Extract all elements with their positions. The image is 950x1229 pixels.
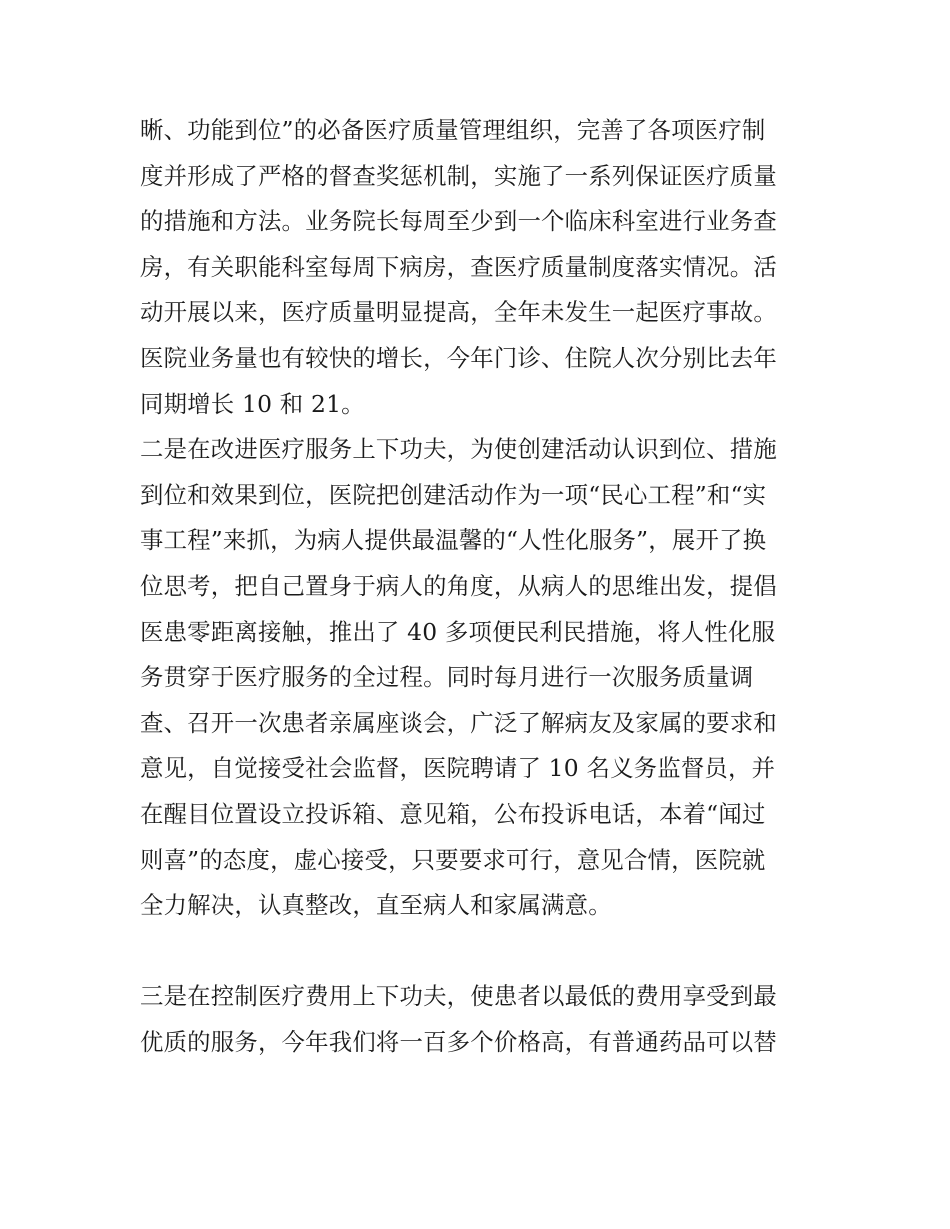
text-line: 优质的服务，今年我们将一百多个价格高，有普通药品可以替 (140, 1027, 777, 1056)
text-line: 医院业务量也有较快的增长，今年门诊、住院人次分别比去年 (140, 343, 777, 372)
text-line: 二是在改进医疗服务上下功夫，为使创建活动认识到位、措施 (140, 435, 777, 464)
text-line: 动开展以来，医疗质量明显提高，全年未发生一起医疗事故。 (140, 298, 777, 327)
text-line: 查、召开一次患者亲属座谈会，广泛了解病友及家属的要求和 (140, 708, 777, 737)
text-line: 度并形成了严格的督查奖惩机制，实施了一系列保证医疗质量 (140, 161, 777, 190)
text-line: 意见，自觉接受社会监督，医院聘请了 10 名义务监督员，并 (140, 754, 776, 783)
text-line: 则喜”的态度，虚心接受，只要要求可行，意见合情，医院就 (140, 845, 766, 874)
paragraph-3 (140, 974, 820, 1065)
text-line: 在醒目位置设立投诉箱、意见箱，公布投诉电话，本着“闻过 (140, 799, 766, 828)
paragraph-2 (140, 427, 820, 974)
text-line: 的措施和方法。业务院长每周至少到一个临床科室进行业务查 (140, 207, 777, 236)
text-line: 三是在控制医疗费用上下功夫，使患者以最低的费用享受到最 (140, 982, 777, 1011)
text-line: 位思考，把自己置身于病人的角度，从病人的思维出发，提倡 (140, 571, 777, 600)
text-line: 务贯穿于医疗服务的全过程。同时每月进行一次服务质量调 (140, 663, 754, 692)
text-line: 晰、功能到位”的必备医疗质量管理组织，完善了各项医疗制 (140, 116, 766, 144)
text-line: 到位和效果到位，医院把创建活动作为一项“民心工程”和“实 (140, 480, 767, 509)
text-line: 全力解决，认真整改，直至病人和家属满意。 (140, 891, 612, 920)
text-line (140, 929, 820, 975)
document-page (140, 108, 820, 1065)
paragraph-1 (140, 108, 820, 427)
text-line: 医患零距离接触，推出了 40 多项便民利民措施，将人性化服 (140, 617, 776, 646)
text-line: 房，有关职能科室每周下病房，查医疗质量制度落实情况。活 (140, 252, 777, 281)
text-line: 同期增长 10 和 21。 (140, 389, 365, 418)
text-line: 事工程”来抓，为病人提供最温馨的“人性化服务”，展开了换 (140, 526, 767, 555)
